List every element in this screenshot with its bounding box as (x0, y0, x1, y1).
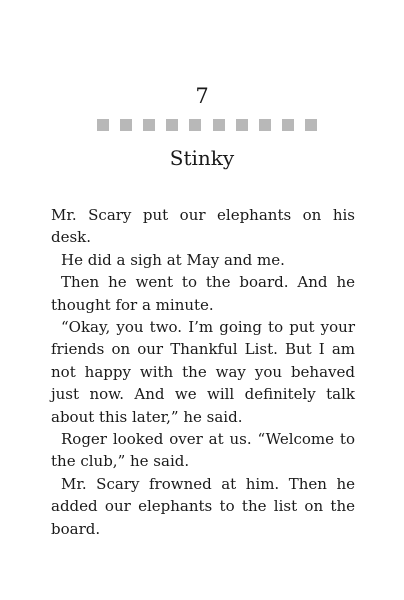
chapter-body (51, 204, 355, 540)
chapter-number: 7 (195, 84, 209, 108)
ornament-square (143, 119, 155, 131)
ornament-square (259, 119, 271, 131)
paragraph: Then he went to the board. And he thought for a minute. (51, 273, 355, 314)
ornament-square (120, 119, 132, 131)
ornament-square (305, 119, 317, 131)
paragraph: Roger looked over at us. “Welcome to the club,” he said. (51, 430, 355, 471)
paragraph: “Okay, you two. I’m going to put your friends on our Thankful List. But I am not happy with the way you behaved just now. And we will definitely talk about this later,” he said. (51, 318, 355, 426)
paragraph: He did a sigh at May and me. (61, 250, 285, 269)
paragraph: Mr. Scary put our elephants on his desk. (51, 206, 355, 247)
chapter-ornament (97, 119, 317, 131)
chapter-title: Stinky (169, 146, 235, 170)
ornament-square (236, 119, 248, 131)
paragraph: Mr. Scary frowned at him. Then he added our elephants to the list on the board. (51, 474, 355, 538)
ornament-square (166, 119, 178, 131)
ornament-square (282, 119, 294, 131)
ornament-square (213, 119, 225, 131)
ornament-square (189, 119, 201, 131)
ornament-square (97, 119, 109, 131)
